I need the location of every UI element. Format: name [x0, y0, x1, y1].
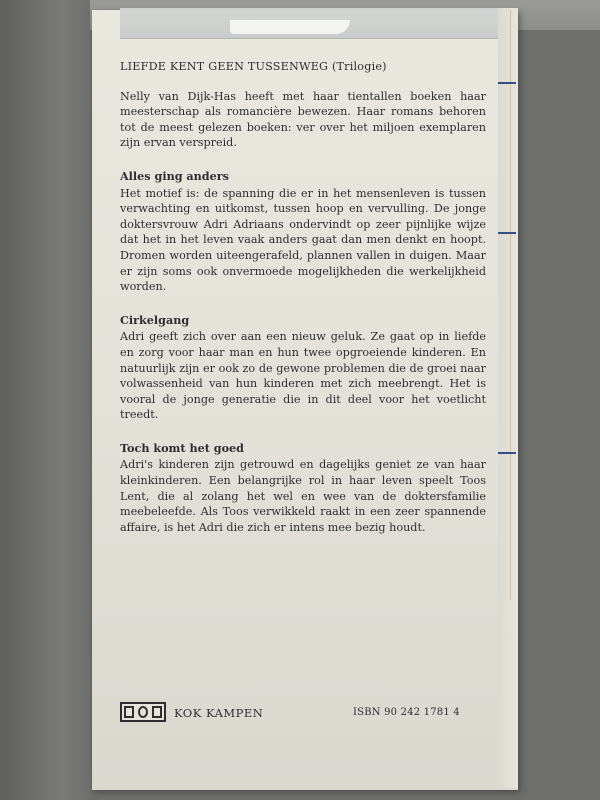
publisher-logo-icon [120, 702, 166, 722]
section-title: Alles ging anders [120, 168, 229, 183]
section-body: Adri geeft zich over aan een nieuw geluk. Ze gaat op in liefde en zorg voor haar man en hun twee opgroeiende kinderen. En natuurlijk zijn er ook zo de gewone problemen die de groei naar volwassenheid van hun kinderen met zich meebrengt. Het is vooral de jonge generatie die in dit deel voor het voetlicht treedt. [120, 330, 486, 422]
publisher-name: KOK KAMPEN [174, 706, 264, 720]
cover-edge-line [510, 10, 511, 600]
blue-edge-mark [498, 452, 516, 454]
book-title: LIEFDE KENT GEEN TUSSENWEG (Trilogie) [120, 60, 387, 73]
torn-paper [230, 20, 350, 34]
blue-edge-mark [498, 82, 516, 84]
section-body: Adri's kinderen zijn getrouwd en dagelijks geniet ze van haar kleinkinderen. Een belangrijke rol in haar leven speelt Toos Lent, die al zolang het wel en wee van de doktersfamilie meebeleefde. Als Toos verwikkeld raakt in een zeer spannende affaire, is het Adri die zich er intens mee bezig houdt. [120, 458, 486, 534]
section-title: Toch komt het goed [120, 440, 244, 455]
publisher-footer [120, 700, 490, 728]
blurb-text [120, 59, 486, 553]
section-title: Cirkelgang [120, 312, 190, 327]
intro-paragraph: Nelly van Dijk-Has heeft met haar tientallen boeken haar meesterschap als romancière bewezen. Haar romans behoren tot de meest gelezen boeken: ver over het miljoen exemplaren zijn ervan verspreid. [120, 89, 486, 150]
cover-edge-strip [498, 8, 518, 788]
blue-edge-mark [498, 232, 516, 234]
section-body: Het motief is: de spanning die er in het mensenleven is tussen verwachting en uitkomst, tussen hoop en vervulling. De jonge doktersvrouw Adri Adriaans ondervindt op zeer pijnlijke wijze dat het in het leven vaak anders gaat dan men denkt en hoopt. Dromen worden uiteengerafeld, plannen vallen in duigen. Maar er zijn soms ook onvermoede mogelijkheden die werkelijkheid worden. [120, 186, 486, 294]
isbn: ISBN 90 242 1781 4 [353, 707, 460, 718]
background-surface [0, 0, 90, 800]
